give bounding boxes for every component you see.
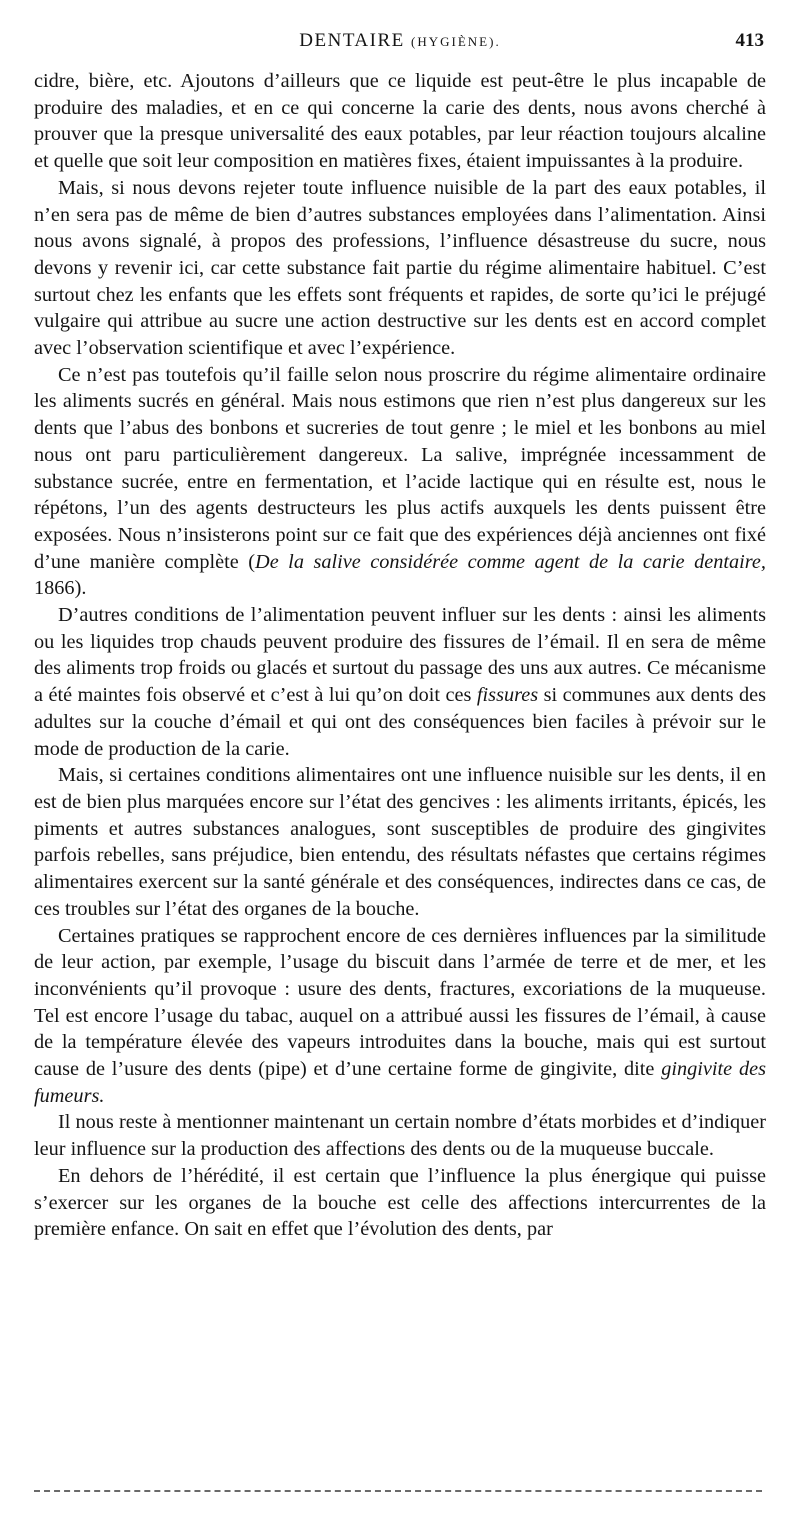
paragraph-4 <box>34 602 766 762</box>
emphasis-fissures: fissures <box>476 684 539 707</box>
paragraph-text: En dehors de l’hérédité, il est certain que l’influence la plus énergique qui puisse s’exercer sur les organes de la bouche est celle des affections intercurrentes de la première enfance. On sait en effet que l’évolution des dents, par <box>34 1164 766 1241</box>
emphasis-gingivite: gingivite des fumeurs. <box>34 1058 766 1107</box>
paragraph-6 <box>34 923 766 1110</box>
citation-title: De la salive considérée comme agent de la carie dentaire, <box>255 550 766 573</box>
body-text <box>34 68 766 1243</box>
paragraph-text: D’autres conditions de l’alimentation peuvent influer sur les dents : ainsi les aliments ou les liquides trop chauds peuvent produire des fissures de l’émail. Il en sera de même des aliments trop froids ou glacés et surtout du passage des uns aux autres. Ce mécanisme a été maintes fois observé et c’est à lui qu’on doit ces <box>34 604 766 707</box>
paragraph-7 <box>34 1109 766 1162</box>
header-title-main: DENTAIRE <box>299 30 405 51</box>
paragraph-text-end: 1866). <box>34 577 87 600</box>
paragraph-3 <box>34 362 766 602</box>
paragraph-text-end: si communes aux dents des adultes sur la couche d’émail et qui ont des conséquences bien faciles à prévoir sur le mode de production de la carie. <box>34 684 766 760</box>
paragraph-5 <box>34 762 766 922</box>
footer-divider <box>34 1490 762 1492</box>
header-subtitle: (HYGIÈNE). <box>411 34 501 49</box>
paragraph-text: Mais, si certaines conditions alimentaires ont une influence nuisible sur les dents, il en est de bien plus marquées encore sur l’état des gencives : les aliments irritants, épicés, les piments et autres substances analogues, sont susceptibles de produire des gingivites parfois rebelles, sans préjudice, bien entendu, des résultats néfastes que certains régimes alimentaires exercent sur la santé générale et des conséquences, indirectes dans ce cas, de ces troubles sur l’état des organes de la bouche. <box>34 764 766 920</box>
paragraph-1 <box>34 68 766 175</box>
paragraph-2 <box>34 175 766 362</box>
paragraph-text: Mais, si nous devons rejeter toute influence nuisible de la part des eaux potables, il n’en sera pas de même de bien d’autres substances employées dans l’alimentation. Ainsi nous avons signalé, à propos des professions, l’influence désastreuse du sucre, nous devons y revenir ici, car cette substance fait partie du régime alimentaire habituel. C’est surtout chez les enfants que les effets sont fréquents et rapides, de sorte qu’ici le préjugé vulgaire qui attribue au sucre une action destructive sur les dents est en accord complet avec l’observation scientifique et avec l’expérience. <box>34 176 766 360</box>
header-title <box>34 30 766 52</box>
running-header <box>34 30 766 60</box>
page-number: 413 <box>735 30 764 51</box>
paragraph-8 <box>34 1163 766 1243</box>
paragraph-text: Ce n’est pas toutefois qu’il faille selon nous proscrire du régime alimentaire ordinaire les aliments sucrés en général. Mais nous estimons que rien n’est plus dangereux sur les dents que l’abus des bonbons et sucreries de tout genre ; le miel et les bonbons au miel nous ont paru particulièrement dangereux. La salive, imprégnée incessamment de substance sucrée, entre en fermentation, et l’acide lactique qui en résulte est, nous le répétons, l’un des agents destructeurs les plus actifs auxquels les dents puissent être exposées. Nous n’insisterons point sur ce fait que des expériences déjà anciennes ont fixé d’une manière complète ( <box>34 363 766 573</box>
paragraph-text: Il nous reste à mentionner maintenant un certain nombre d’états morbides et d’indiquer leur influence sur la production des affections des dents ou de la muqueuse buccale. <box>34 1111 766 1161</box>
paragraph-text: cidre, bière, etc. Ajoutons d’ailleurs que ce liquide est peut-être le plus incapable de produire des maladies, et en ce qui concerne la carie des dents, nous avons cherché à prouver que la presque universalité des eaux potables, par leur réaction toujours alcaline et quelle que soit leur composition en matières fixes, étaient impuissantes à la produire. <box>34 70 766 173</box>
book-page <box>34 30 766 1243</box>
paragraph-text: Certaines pratiques se rapprochent encore de ces dernières influences par la similitude de leur action, par exemple, l’usage du biscuit dans l’armée de terre et de mer, et les inconvénients qu’il provoque : usure des dents, fractures, excoriations de la muqueuse. Tel est encore l’usage du tabac, auquel on a attribué aussi les fissures de l’émail, à cause de la température élevée des vapeurs introduites dans la bouche, mais qui est surtout cause de l’usure des dents (pipe) et d’une certaine forme de gingivite, dite <box>34 924 766 1081</box>
